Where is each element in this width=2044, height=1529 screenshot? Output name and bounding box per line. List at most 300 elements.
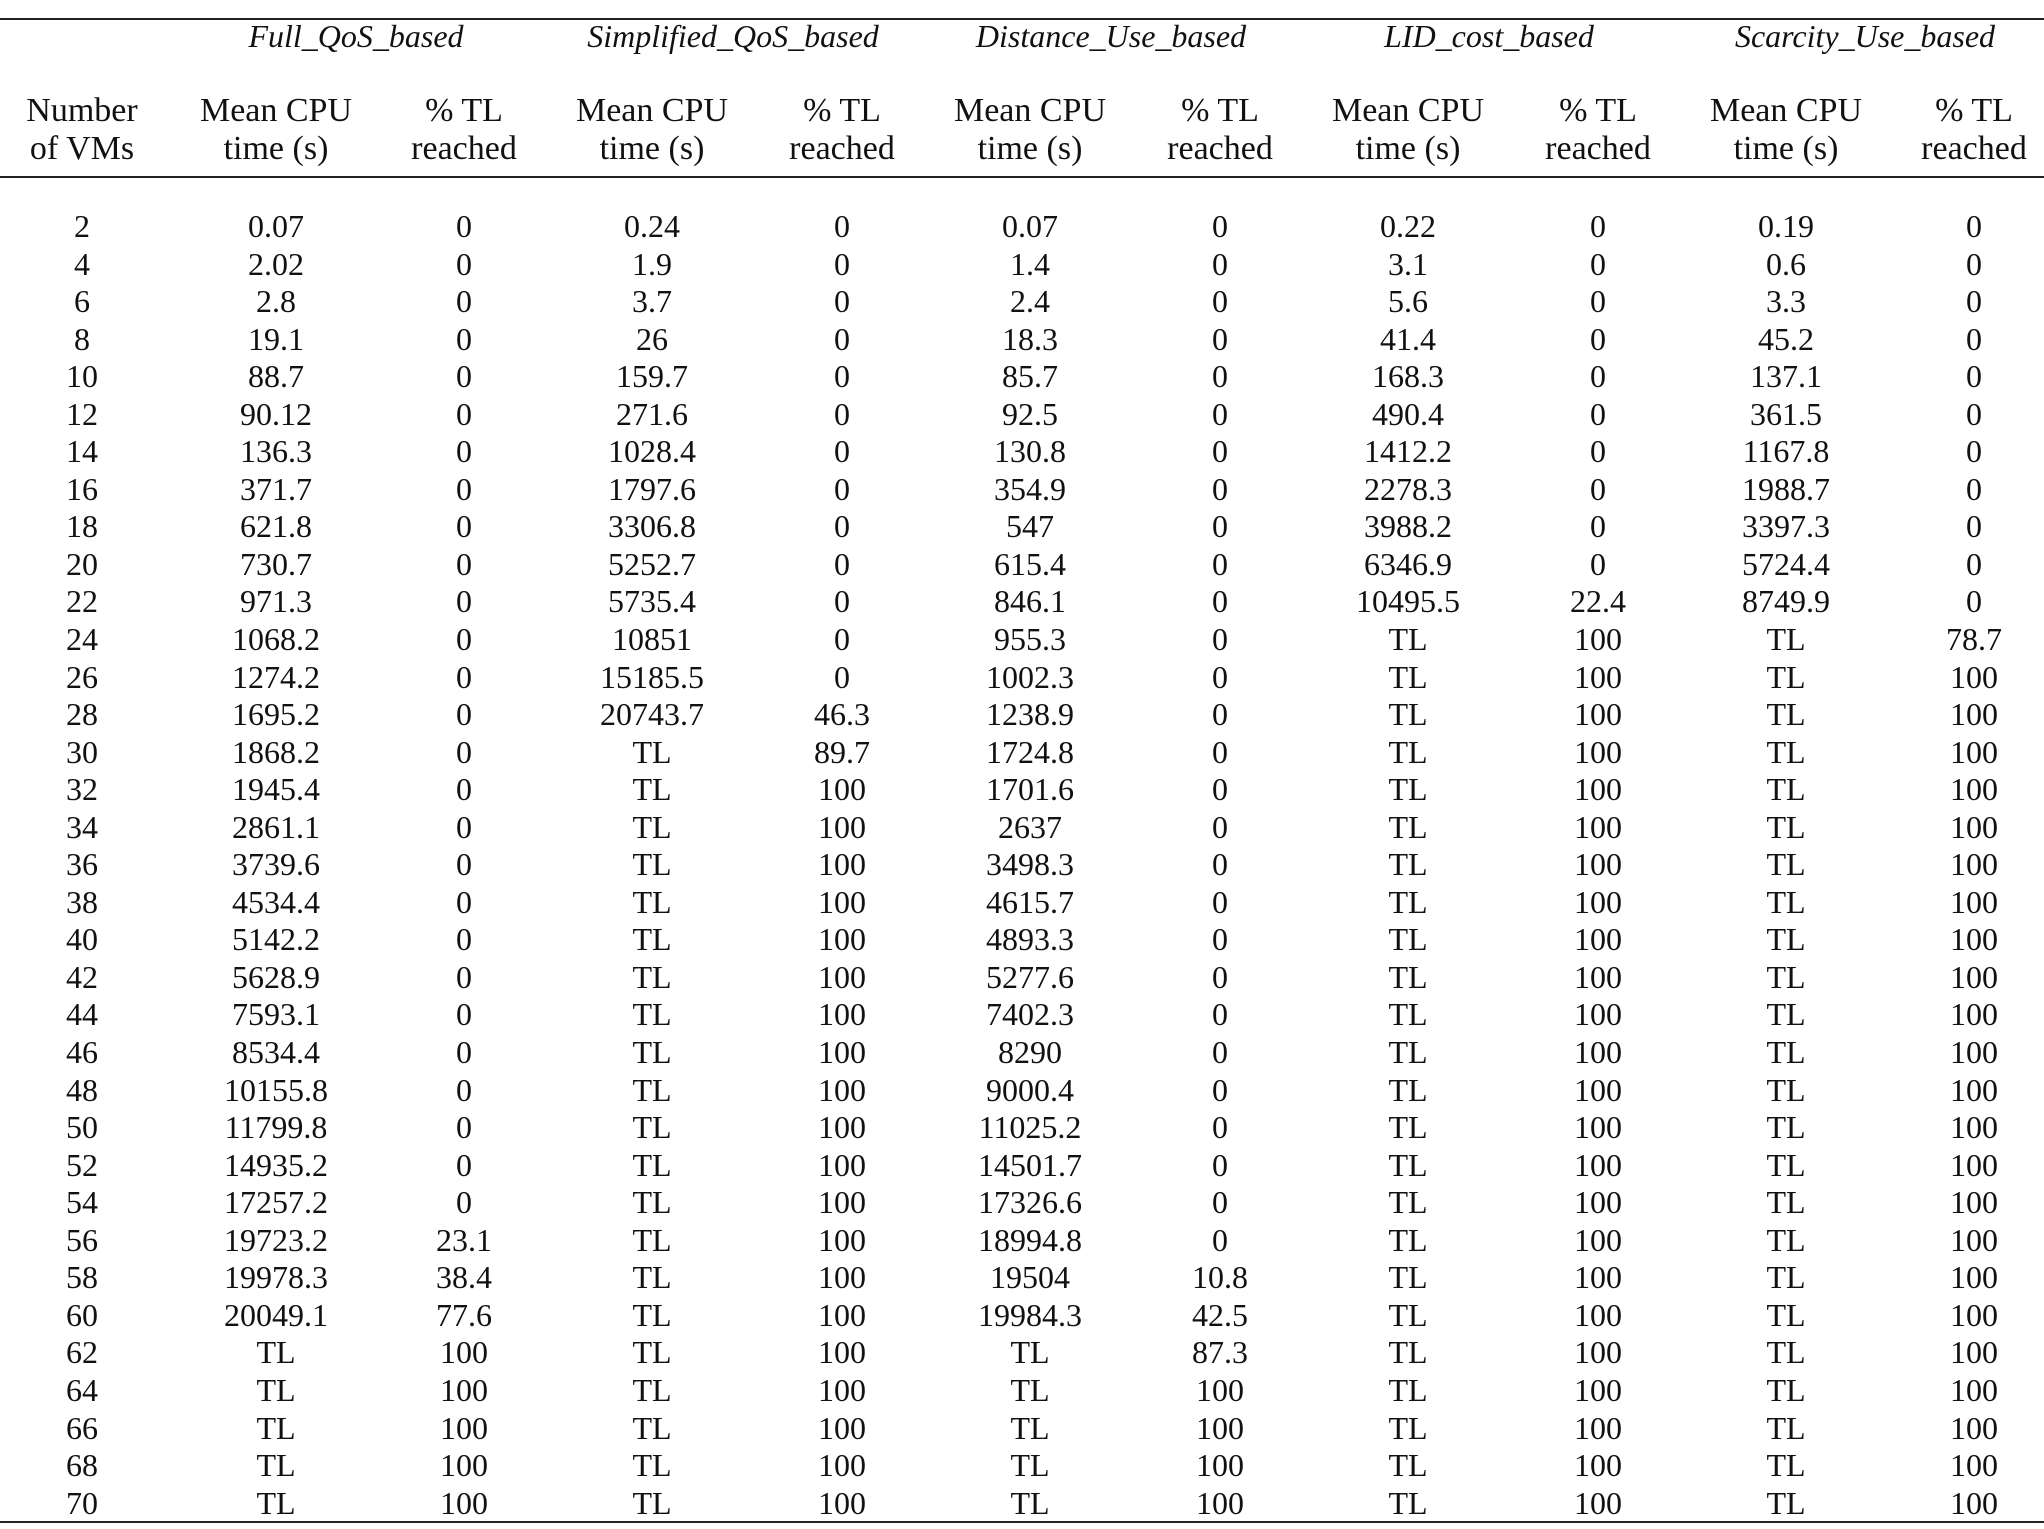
mean-cpu-cell: 11799.8 — [224, 1109, 328, 1146]
tl-reached-cell: 0 — [834, 470, 850, 507]
tl-reached-cell: 100 — [1950, 1296, 1998, 1333]
tl-reached-cell: 0 — [834, 358, 850, 395]
mean-cpu-cell: 8290 — [998, 1034, 1062, 1071]
table-row — [0, 1072, 2044, 1110]
tl-reached-cell: 100 — [1574, 1071, 1622, 1108]
mean-cpu-cell: TL — [632, 1296, 672, 1333]
tl-reached-cell: 100 — [1950, 1221, 1998, 1258]
tl-reached-cell: 100 — [818, 1296, 866, 1333]
mean-cpu-cell: 0.24 — [624, 208, 680, 244]
mean-cpu-cell: TL — [1766, 1484, 1806, 1521]
vm-count-cell: 50 — [66, 1109, 98, 1146]
vm-count-cell: 34 — [66, 808, 98, 845]
tl-reached-cell: 0 — [1212, 358, 1228, 395]
mean-cpu-cell: TL — [1388, 1221, 1428, 1258]
tl-reached-cell: 100 — [1574, 696, 1622, 733]
mean-cpu-cell: 11025.2 — [978, 1109, 1082, 1146]
mean-cpu-cell: TL — [1766, 808, 1806, 845]
mean-cpu-cell: 10851 — [612, 621, 692, 658]
table-row — [0, 1410, 2044, 1448]
tl-reached-cell: 0 — [1590, 545, 1606, 582]
vm-count-cell: 30 — [66, 733, 98, 770]
tl-reached-cell: 100 — [1950, 808, 1998, 845]
tl-reached-cell: 0 — [456, 1146, 472, 1183]
vm-count-cell: 16 — [66, 470, 98, 507]
tl-reached-cell: 0 — [1966, 433, 1982, 470]
tl-reached-cell: 0 — [1590, 433, 1606, 470]
tl-reached-cell: 100 — [818, 1484, 866, 1521]
tl-reached-cell: 100 — [1574, 1034, 1622, 1071]
mean-cpu-cell: 19978.3 — [224, 1259, 328, 1296]
vm-count-cell: 38 — [66, 883, 98, 920]
tl-reached-cell: 0 — [1212, 621, 1228, 658]
vm-count-cell: 32 — [66, 771, 98, 808]
tl-reached-cell: 100 — [818, 1184, 866, 1221]
table-row — [0, 283, 2044, 321]
tl-reached-cell: 100 — [1574, 808, 1622, 845]
tl-reached-cell: 10.8 — [1192, 1259, 1248, 1296]
tl-reached-cell: 78.7 — [1946, 621, 2002, 658]
method-header: Full_QoS_based — [248, 18, 464, 54]
tl-reached-cell: 0 — [456, 1109, 472, 1146]
mean-cpu-cell: 85.7 — [1002, 358, 1058, 395]
vm-count-cell: 22 — [66, 583, 98, 620]
tl-reached-cell: 0 — [456, 958, 472, 995]
tl-reached-cell: 100 — [1950, 1334, 1998, 1371]
method-header: LID_cost_based — [1384, 18, 1594, 54]
mean-cpu-cell: 3.1 — [1388, 245, 1428, 282]
tl-reached-cell: 0 — [456, 433, 472, 470]
tl-reached-cell: 100 — [1574, 1259, 1622, 1296]
vm-count-cell: 6 — [74, 283, 90, 320]
mean-cpu-cell: 0.19 — [1758, 208, 1814, 244]
method-header-row — [0, 14, 2044, 59]
tl-reached-cell: 0 — [834, 583, 850, 620]
mean-cpu-cell: 4534.4 — [232, 883, 320, 920]
table-row — [0, 696, 2044, 734]
tl-reached-cell: 100 — [818, 1034, 866, 1071]
table-row — [0, 208, 2044, 246]
tl-reached-cell: 0 — [1212, 696, 1228, 733]
mean-cpu-cell: TL — [1388, 958, 1428, 995]
vm-count-cell: 26 — [66, 658, 98, 695]
mean-cpu-cell: TL — [1766, 771, 1806, 808]
mean-cpu-cell: TL — [1388, 771, 1428, 808]
tl-reached-cell: 0 — [456, 583, 472, 620]
mean-cpu-cell: 5252.7 — [608, 545, 696, 582]
mean-cpu-cell: 5735.4 — [608, 583, 696, 620]
tl-reached-cell: 0 — [1590, 208, 1606, 244]
tl-reached-cell: 100 — [1950, 958, 1998, 995]
mean-cpu-cell: TL — [1388, 1371, 1428, 1408]
tl-reached-cell: 0 — [456, 846, 472, 883]
table-row — [0, 246, 2044, 284]
tl-reached-cell: 100 — [1950, 696, 1998, 733]
mean-cpu-cell: 20743.7 — [600, 696, 704, 733]
table-row — [0, 771, 2044, 809]
tl-reached-cell: 0 — [1212, 1109, 1228, 1146]
mean-cpu-cell: TL — [1766, 1184, 1806, 1221]
mean-cpu-cell: TL — [632, 1371, 672, 1408]
vm-count-cell: 8 — [74, 320, 90, 357]
tl-reached-cell: 100 — [440, 1409, 488, 1446]
mean-cpu-header: Mean CPU time (s) — [1331, 92, 1485, 167]
vm-count-cell: 40 — [66, 921, 98, 958]
tl-reached-cell: 0 — [1212, 808, 1228, 845]
tl-reached-cell: 100 — [1950, 996, 1998, 1033]
vm-count-cell: 14 — [66, 433, 98, 470]
table-row — [0, 996, 2044, 1034]
tl-reached-cell: 0 — [1212, 921, 1228, 958]
tl-reached-cell: 0 — [456, 621, 472, 658]
tl-reached-cell: 38.4 — [436, 1259, 492, 1296]
mean-cpu-cell: TL — [1766, 1296, 1806, 1333]
mean-cpu-header: Mean CPU time (s) — [953, 92, 1107, 167]
tl-reached-cell: 100 — [1574, 958, 1622, 995]
mean-cpu-cell: 1.9 — [632, 245, 672, 282]
mean-cpu-cell: 18.3 — [1002, 320, 1058, 357]
mean-cpu-cell: 1724.8 — [986, 733, 1074, 770]
mean-cpu-cell: 2.02 — [248, 245, 304, 282]
tl-reached-cell: 87.3 — [1192, 1334, 1248, 1371]
vm-count-cell: 20 — [66, 545, 98, 582]
tl-reached-cell: 100 — [1574, 1146, 1622, 1183]
tl-reached-cell: 100 — [818, 808, 866, 845]
mean-cpu-cell: TL — [632, 958, 672, 995]
mean-cpu-cell: 8749.9 — [1742, 583, 1830, 620]
mean-cpu-cell: 0.6 — [1766, 245, 1806, 282]
mean-cpu-cell: TL — [632, 1071, 672, 1108]
tl-reached-header: % TL reached — [1167, 92, 1273, 167]
mean-cpu-cell: TL — [1388, 921, 1428, 958]
mean-cpu-cell: 955.3 — [994, 621, 1066, 658]
tl-reached-cell: 100 — [1950, 1409, 1998, 1446]
mean-cpu-cell: 3988.2 — [1364, 508, 1452, 545]
tl-reached-cell: 100 — [1574, 733, 1622, 770]
tl-reached-cell: 100 — [1950, 1034, 1998, 1071]
tl-reached-cell: 77.6 — [436, 1296, 492, 1333]
table-body — [0, 208, 2044, 1522]
table-row — [0, 396, 2044, 434]
vm-count-cell: 62 — [66, 1334, 98, 1371]
tl-reached-cell: 0 — [1966, 583, 1982, 620]
tl-reached-cell: 100 — [1574, 621, 1622, 658]
tl-reached-cell: 0 — [1212, 996, 1228, 1033]
mean-cpu-cell: 45.2 — [1758, 320, 1814, 357]
mean-cpu-cell: 1.4 — [1010, 245, 1050, 282]
tl-reached-cell: 0 — [456, 283, 472, 320]
mean-cpu-cell: 4615.7 — [986, 883, 1074, 920]
mean-cpu-cell: TL — [632, 1259, 672, 1296]
tl-reached-cell: 0 — [1966, 395, 1982, 432]
mean-cpu-cell: 15185.5 — [600, 658, 704, 695]
mean-cpu-cell: 159.7 — [616, 358, 688, 395]
table-row — [0, 659, 2044, 697]
tl-reached-cell: 42.5 — [1192, 1296, 1248, 1333]
mean-cpu-cell: TL — [632, 921, 672, 958]
mean-cpu-header: Mean CPU time (s) — [575, 92, 729, 167]
tl-reached-cell: 100 — [1574, 1184, 1622, 1221]
mean-cpu-cell: 1238.9 — [986, 696, 1074, 733]
mean-cpu-cell: TL — [1388, 733, 1428, 770]
mean-cpu-cell: 10155.8 — [224, 1071, 328, 1108]
tl-reached-cell: 0 — [834, 433, 850, 470]
tl-reached-cell: 0 — [456, 208, 472, 244]
mean-cpu-cell: TL — [632, 808, 672, 845]
mean-cpu-cell: TL — [1388, 1146, 1428, 1183]
mean-cpu-cell: TL — [632, 996, 672, 1033]
method-header: Scarcity_Use_based — [1734, 18, 1996, 54]
table-row — [0, 1222, 2044, 1260]
tl-reached-cell: 0 — [456, 1071, 472, 1108]
mean-cpu-cell: 19.1 — [248, 320, 304, 357]
mean-cpu-cell: TL — [256, 1484, 296, 1521]
tl-reached-cell: 46.3 — [814, 696, 870, 733]
mean-cpu-cell: 1988.7 — [1742, 470, 1830, 507]
vm-count-cell: 60 — [66, 1296, 98, 1333]
tl-reached-cell: 0 — [1590, 508, 1606, 545]
mean-cpu-cell: TL — [1388, 808, 1428, 845]
mean-cpu-cell: 3739.6 — [232, 846, 320, 883]
tl-reached-cell: 0 — [1212, 470, 1228, 507]
table-row — [0, 921, 2044, 959]
tl-reached-cell: 0 — [456, 733, 472, 770]
table-row — [0, 1334, 2044, 1372]
tl-reached-cell: 0 — [1212, 1184, 1228, 1221]
mean-cpu-cell: TL — [1388, 621, 1428, 658]
vm-count-cell: 28 — [66, 696, 98, 733]
tl-reached-cell: 100 — [1574, 921, 1622, 958]
mean-cpu-cell: TL — [1766, 1409, 1806, 1446]
mean-cpu-cell: 2637 — [998, 808, 1062, 845]
mean-cpu-cell: TL — [1766, 1334, 1806, 1371]
mean-cpu-cell: TL — [632, 1184, 672, 1221]
mean-cpu-cell: TL — [1388, 1409, 1428, 1446]
table-row — [0, 321, 2044, 359]
tl-reached-cell: 0 — [1590, 358, 1606, 395]
tl-reached-cell: 100 — [818, 1146, 866, 1183]
tl-reached-cell: 100 — [1574, 1109, 1622, 1146]
mean-cpu-cell: 0.07 — [248, 208, 304, 244]
mean-cpu-cell: 90.12 — [240, 395, 312, 432]
mean-cpu-cell: 271.6 — [616, 395, 688, 432]
table-row — [0, 1372, 2044, 1410]
tl-reached-cell: 0 — [1212, 583, 1228, 620]
table-row — [0, 809, 2044, 847]
vm-count-cell: 2 — [74, 208, 90, 244]
mean-cpu-cell: 361.5 — [1750, 395, 1822, 432]
mean-cpu-cell: 6346.9 — [1364, 545, 1452, 582]
mean-cpu-header: Mean CPU time (s) — [1709, 92, 1863, 167]
mean-cpu-cell: 1412.2 — [1364, 433, 1452, 470]
mean-cpu-cell: 5.6 — [1388, 283, 1428, 320]
mean-cpu-cell: 1274.2 — [232, 658, 320, 695]
method-header: Simplified_QoS_based — [587, 18, 879, 54]
mean-cpu-cell: TL — [1388, 883, 1428, 920]
mean-cpu-cell: TL — [1388, 996, 1428, 1033]
mean-cpu-cell: TL — [1766, 1146, 1806, 1183]
mean-cpu-cell: 5142.2 — [232, 921, 320, 958]
vm-count-cell: 24 — [66, 621, 98, 658]
mean-cpu-cell: TL — [1388, 1184, 1428, 1221]
tl-reached-cell: 0 — [456, 508, 472, 545]
mean-cpu-cell: TL — [1766, 958, 1806, 995]
mean-cpu-cell: TL — [632, 1484, 672, 1521]
table-row — [0, 358, 2044, 396]
mean-cpu-cell: 371.7 — [240, 470, 312, 507]
mean-cpu-cell: TL — [1010, 1447, 1050, 1484]
mean-cpu-cell: 9000.4 — [986, 1071, 1074, 1108]
mean-cpu-cell: TL — [1766, 883, 1806, 920]
tl-reached-cell: 100 — [1950, 771, 1998, 808]
tl-reached-cell: 0 — [456, 358, 472, 395]
tl-reached-cell: 100 — [818, 771, 866, 808]
vm-count-cell: 64 — [66, 1371, 98, 1408]
table-row — [0, 1034, 2044, 1072]
mean-cpu-cell: TL — [1388, 658, 1428, 695]
mean-cpu-cell: 18994.8 — [978, 1221, 1082, 1258]
mean-cpu-cell: TL — [1766, 1447, 1806, 1484]
vm-count-cell: 42 — [66, 958, 98, 995]
table-row — [0, 734, 2044, 772]
mean-cpu-cell: 490.4 — [1372, 395, 1444, 432]
mean-cpu-cell: 136.3 — [240, 433, 312, 470]
tl-reached-header: % TL reached — [789, 92, 895, 167]
mean-cpu-cell: 1701.6 — [986, 771, 1074, 808]
tl-reached-cell: 0 — [1212, 883, 1228, 920]
tl-reached-cell: 100 — [818, 1409, 866, 1446]
tl-reached-cell: 100 — [1574, 1296, 1622, 1333]
tl-reached-cell: 0 — [1212, 545, 1228, 582]
mean-cpu-cell: 2861.1 — [232, 808, 320, 845]
mean-cpu-header: Mean CPU time (s) — [199, 92, 353, 167]
mean-cpu-cell: 1028.4 — [608, 433, 696, 470]
table-row — [0, 621, 2044, 659]
tl-reached-cell: 100 — [1950, 921, 1998, 958]
tl-reached-cell: 100 — [1950, 846, 1998, 883]
mean-cpu-cell: TL — [1766, 921, 1806, 958]
tl-reached-cell: 0 — [1966, 470, 1982, 507]
tl-reached-cell: 100 — [1950, 1071, 1998, 1108]
table-row — [0, 583, 2044, 621]
vm-count-cell: 36 — [66, 846, 98, 883]
mean-cpu-cell: TL — [1388, 1334, 1428, 1371]
mean-cpu-cell: 4893.3 — [986, 921, 1074, 958]
tl-reached-cell: 100 — [1950, 1146, 1998, 1183]
table-row — [0, 1447, 2044, 1485]
tl-reached-cell: 0 — [1590, 245, 1606, 282]
tl-reached-cell: 100 — [1574, 846, 1622, 883]
mean-cpu-cell: 2.4 — [1010, 283, 1050, 320]
mean-cpu-cell: TL — [632, 1409, 672, 1446]
tl-reached-cell: 100 — [818, 1109, 866, 1146]
mean-cpu-cell: 971.3 — [240, 583, 312, 620]
tl-reached-cell: 100 — [440, 1371, 488, 1408]
mean-cpu-cell: 14501.7 — [978, 1146, 1082, 1183]
mean-cpu-cell: 8534.4 — [232, 1034, 320, 1071]
mean-cpu-cell: 615.4 — [994, 545, 1066, 582]
tl-reached-header: % TL reached — [411, 92, 517, 167]
vm-count-cell: 18 — [66, 508, 98, 545]
mean-cpu-cell: 14935.2 — [224, 1146, 328, 1183]
mean-cpu-cell: 19984.3 — [978, 1296, 1082, 1333]
table-row — [0, 508, 2044, 546]
tl-reached-cell: 100 — [1574, 1334, 1622, 1371]
mean-cpu-cell: TL — [256, 1334, 296, 1371]
vm-count-cell: 58 — [66, 1259, 98, 1296]
tl-reached-cell: 100 — [1950, 1109, 1998, 1146]
tl-reached-cell: 0 — [834, 320, 850, 357]
tl-reached-cell: 100 — [1950, 658, 1998, 695]
tl-reached-cell: 0 — [1966, 545, 1982, 582]
tl-reached-cell: 22.4 — [1570, 583, 1626, 620]
tl-reached-cell: 0 — [834, 508, 850, 545]
vm-count-cell: 70 — [66, 1484, 98, 1521]
mean-cpu-cell: 5724.4 — [1742, 545, 1830, 582]
mean-cpu-cell: TL — [1388, 1071, 1428, 1108]
mean-cpu-cell: 1797.6 — [608, 470, 696, 507]
tl-reached-cell: 0 — [834, 245, 850, 282]
mean-cpu-cell: TL — [632, 846, 672, 883]
tl-reached-cell: 0 — [834, 208, 850, 244]
mean-cpu-cell: TL — [1766, 696, 1806, 733]
mean-cpu-cell: TL — [1766, 1034, 1806, 1071]
tl-reached-cell: 100 — [818, 1259, 866, 1296]
tl-reached-cell: 0 — [456, 470, 472, 507]
mean-cpu-cell: 5277.6 — [986, 958, 1074, 995]
tl-reached-cell: 0 — [456, 808, 472, 845]
tl-reached-cell: 100 — [818, 996, 866, 1033]
mean-cpu-cell: 7593.1 — [232, 996, 320, 1033]
tl-reached-cell: 0 — [456, 921, 472, 958]
mean-cpu-cell: TL — [1766, 1221, 1806, 1258]
mean-cpu-cell: TL — [1010, 1334, 1050, 1371]
mean-cpu-cell: 88.7 — [248, 358, 304, 395]
tl-reached-cell: 0 — [1212, 320, 1228, 357]
vm-count-cell: 12 — [66, 395, 98, 432]
mean-cpu-cell: TL — [1010, 1371, 1050, 1408]
header-rule — [0, 176, 2044, 178]
tl-reached-cell: 100 — [1574, 1409, 1622, 1446]
mean-cpu-cell: TL — [1388, 1034, 1428, 1071]
tl-reached-cell: 0 — [456, 1184, 472, 1221]
tl-reached-cell: 100 — [818, 1371, 866, 1408]
tl-reached-cell: 100 — [1574, 1484, 1622, 1521]
mean-cpu-cell: 1068.2 — [232, 621, 320, 658]
mean-cpu-cell: 5628.9 — [232, 958, 320, 995]
vm-count-cell: 66 — [66, 1409, 98, 1446]
tl-reached-cell: 0 — [1590, 283, 1606, 320]
tl-reached-cell: 0 — [1590, 470, 1606, 507]
table-row — [0, 959, 2044, 997]
mean-cpu-cell: 3.3 — [1766, 283, 1806, 320]
tl-reached-cell: 0 — [1212, 508, 1228, 545]
mean-cpu-cell: 1868.2 — [232, 733, 320, 770]
tl-reached-cell: 0 — [1966, 320, 1982, 357]
table-row — [0, 1485, 2044, 1523]
tl-reached-cell: 100 — [818, 1071, 866, 1108]
tl-reached-cell: 0 — [834, 545, 850, 582]
tl-reached-cell: 0 — [456, 883, 472, 920]
vm-count-cell: 48 — [66, 1071, 98, 1108]
tl-reached-cell: 100 — [440, 1447, 488, 1484]
mean-cpu-cell: TL — [632, 1109, 672, 1146]
tl-reached-cell: 100 — [818, 883, 866, 920]
table-row — [0, 1184, 2044, 1222]
mean-cpu-cell: 3.7 — [632, 283, 672, 320]
mean-cpu-cell: 20049.1 — [224, 1296, 328, 1333]
tl-reached-cell: 100 — [818, 1334, 866, 1371]
